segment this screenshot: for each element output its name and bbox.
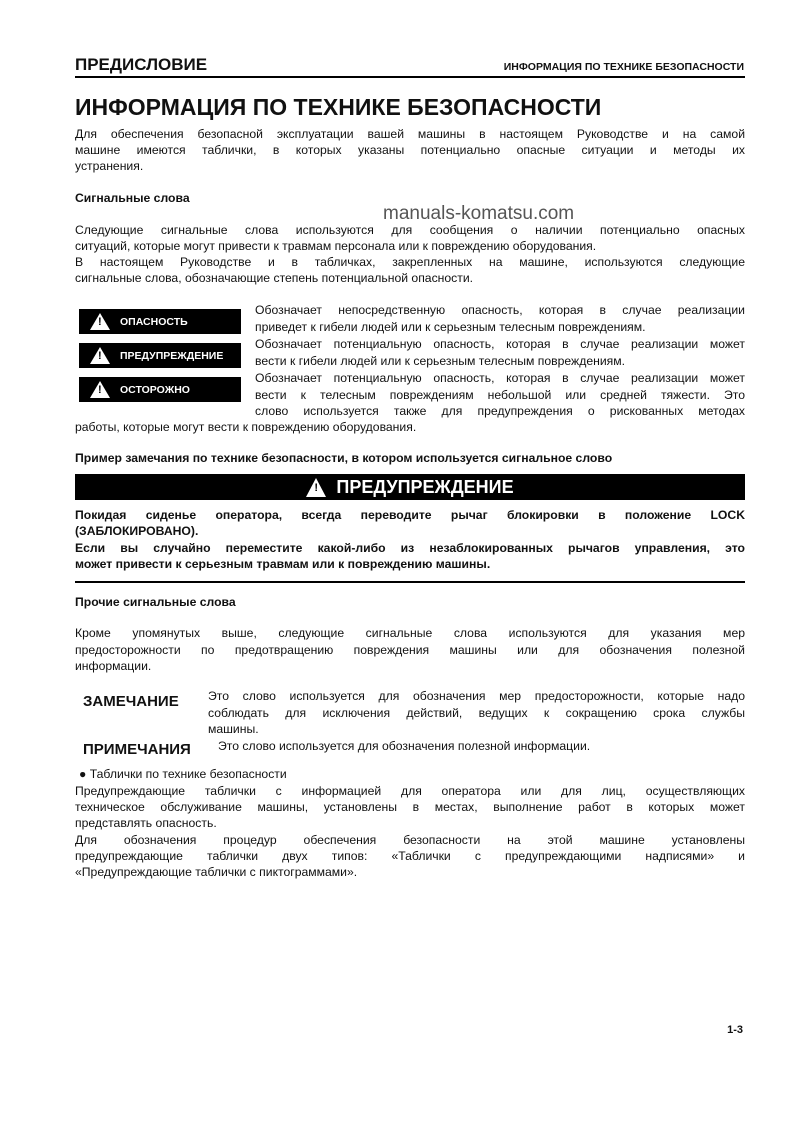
other-line: информации. bbox=[75, 659, 152, 673]
signal-line: Следующие сигнальные слова используются для сообщения о наличии потенциально опасных bbox=[75, 223, 745, 237]
warning-triangle-icon: ! bbox=[90, 313, 110, 330]
warning-line: (ЗАБЛОКИРОВАНО). bbox=[75, 524, 199, 538]
badge-desc-line: приведет к гибели людей или к серьезным телесным повреждениям. bbox=[255, 320, 646, 334]
warning-bar-label: ПРЕДУПРЕЖДЕНИЕ bbox=[336, 476, 514, 497]
warning-line: может привести к серьезным травмам или к повреждению машины. bbox=[75, 557, 491, 571]
other-line: Кроме упомянутых выше, следующие сигнальные слова используются для указания мер bbox=[75, 626, 745, 640]
note-text: Это слово используется для обозначения полезной информации. bbox=[218, 739, 591, 753]
intro-line: Для обеспечения безопасной эксплуатации вашей машины в настоящем Руководстве и на самой bbox=[75, 127, 745, 141]
bullet-icon: ● bbox=[79, 767, 90, 781]
badge-label: ОСТОРОЖНО bbox=[120, 383, 190, 396]
badge-desc-line: слово используется также для предупреждения о рискованных методах bbox=[255, 404, 745, 418]
other-heading: Прочие сигнальные слова bbox=[75, 595, 236, 609]
watermark: manuals-komatsu.com bbox=[383, 203, 575, 224]
notice-line: соблюдать для исключения действий, ведущих к сокращению срока службы bbox=[208, 706, 745, 720]
header-section: ПРЕДИСЛОВИЕ bbox=[75, 55, 208, 74]
notice-line: Это слово используется для обозначения мер предосторожности, которые надо bbox=[208, 689, 745, 703]
bullet-text: Таблички по технике безопасности bbox=[89, 767, 287, 781]
plates-line: «Предупреждающие таблички с пиктограммами». bbox=[75, 865, 358, 879]
badge-desc-line: вести к телесным повреждениям небольшой или средней тяжести. Это bbox=[255, 388, 745, 402]
page-number: 1-3 bbox=[727, 1024, 743, 1036]
badge-label: ПРЕДУПРЕЖДЕНИЕ bbox=[120, 349, 224, 362]
intro-line: устранения. bbox=[75, 159, 144, 173]
plates-line: Предупреждающие таблички с информацией для оператора или для лиц, осуществляющих bbox=[75, 784, 745, 798]
warning-rule bbox=[75, 581, 745, 583]
example-heading: Пример замечания по технике безопасности, в котором используется сигнальное слово bbox=[75, 451, 613, 465]
warning-triangle-icon: ! bbox=[90, 381, 110, 398]
page-title: ИНФОРМАЦИЯ ПО ТЕХНИКЕ БЕЗОПАСНОСТИ bbox=[75, 94, 602, 120]
notice-label: ЗАМЕЧАНИЕ bbox=[83, 693, 179, 710]
plates-line: Для обозначения процедур обеспечения безопасности на этой машине установлены bbox=[75, 833, 745, 847]
plates-line: представлять опасность. bbox=[75, 816, 217, 830]
intro-line: машине имеются таблички, в которых указаны потенциально опасные ситуации и методы их bbox=[75, 143, 745, 157]
note-label: ПРИМЕЧАНИЯ bbox=[83, 741, 191, 758]
header-rule bbox=[75, 76, 745, 78]
warning-line: Если вы случайно переместите какой-либо из незаблокированных рычагов управления, это bbox=[75, 541, 745, 555]
plates-line: техническое обслуживание машины, установлены в местах, выполнение работ в которых может bbox=[75, 800, 745, 814]
bullet-item bbox=[79, 766, 287, 782]
signal-line: В настоящем Руководстве и в табличках, закрепленных на машине, используются следующие bbox=[75, 255, 745, 269]
notice-line: машины. bbox=[208, 722, 259, 736]
header-topic: ИНФОРМАЦИЯ ПО ТЕХНИКЕ БЕЗОПАСНОСТИ bbox=[503, 61, 744, 73]
warning-line: Покидая сиденье оператора, всегда переводите рычаг блокировки в положение LOCK bbox=[75, 508, 745, 522]
badge-desc-line: работы, которые могут вести к повреждению оборудования. bbox=[75, 420, 417, 434]
signal-line: ситуаций, которые могут привести к травмам персонала или к повреждению оборудования. bbox=[75, 239, 597, 253]
other-line: предосторожности по предотвращению повреждения машины или для обозначения полезной bbox=[75, 643, 745, 657]
badge-label: ОПАСНОСТЬ bbox=[120, 315, 188, 328]
plates-line: предупреждающие таблички двух типов: «Таблички с предупреждающими надписями» и bbox=[75, 849, 745, 863]
badge-desc-line: вести к гибели людей или к серьезным телесным повреждениям. bbox=[255, 354, 626, 368]
badge-desc-line: Обозначает потенциальную опасность, которая в случае реализации может bbox=[255, 371, 745, 385]
warning-triangle-icon: ! bbox=[306, 478, 326, 497]
signal-heading: Сигнальные слова bbox=[75, 191, 190, 205]
warning-triangle-icon: ! bbox=[90, 347, 110, 364]
signal-line: сигнальные слова, обозначающие степень потенциальной опасности. bbox=[75, 271, 474, 285]
badge-desc-line: Обозначает непосредственную опасность, которая в случае реализации bbox=[255, 303, 745, 317]
warning-bar bbox=[75, 474, 745, 500]
badge-danger bbox=[79, 309, 241, 334]
badge-warning bbox=[79, 343, 241, 368]
badge-desc-line: Обозначает потенциальную опасность, которая в случае реализации может bbox=[255, 337, 745, 351]
badge-caution bbox=[79, 377, 241, 402]
